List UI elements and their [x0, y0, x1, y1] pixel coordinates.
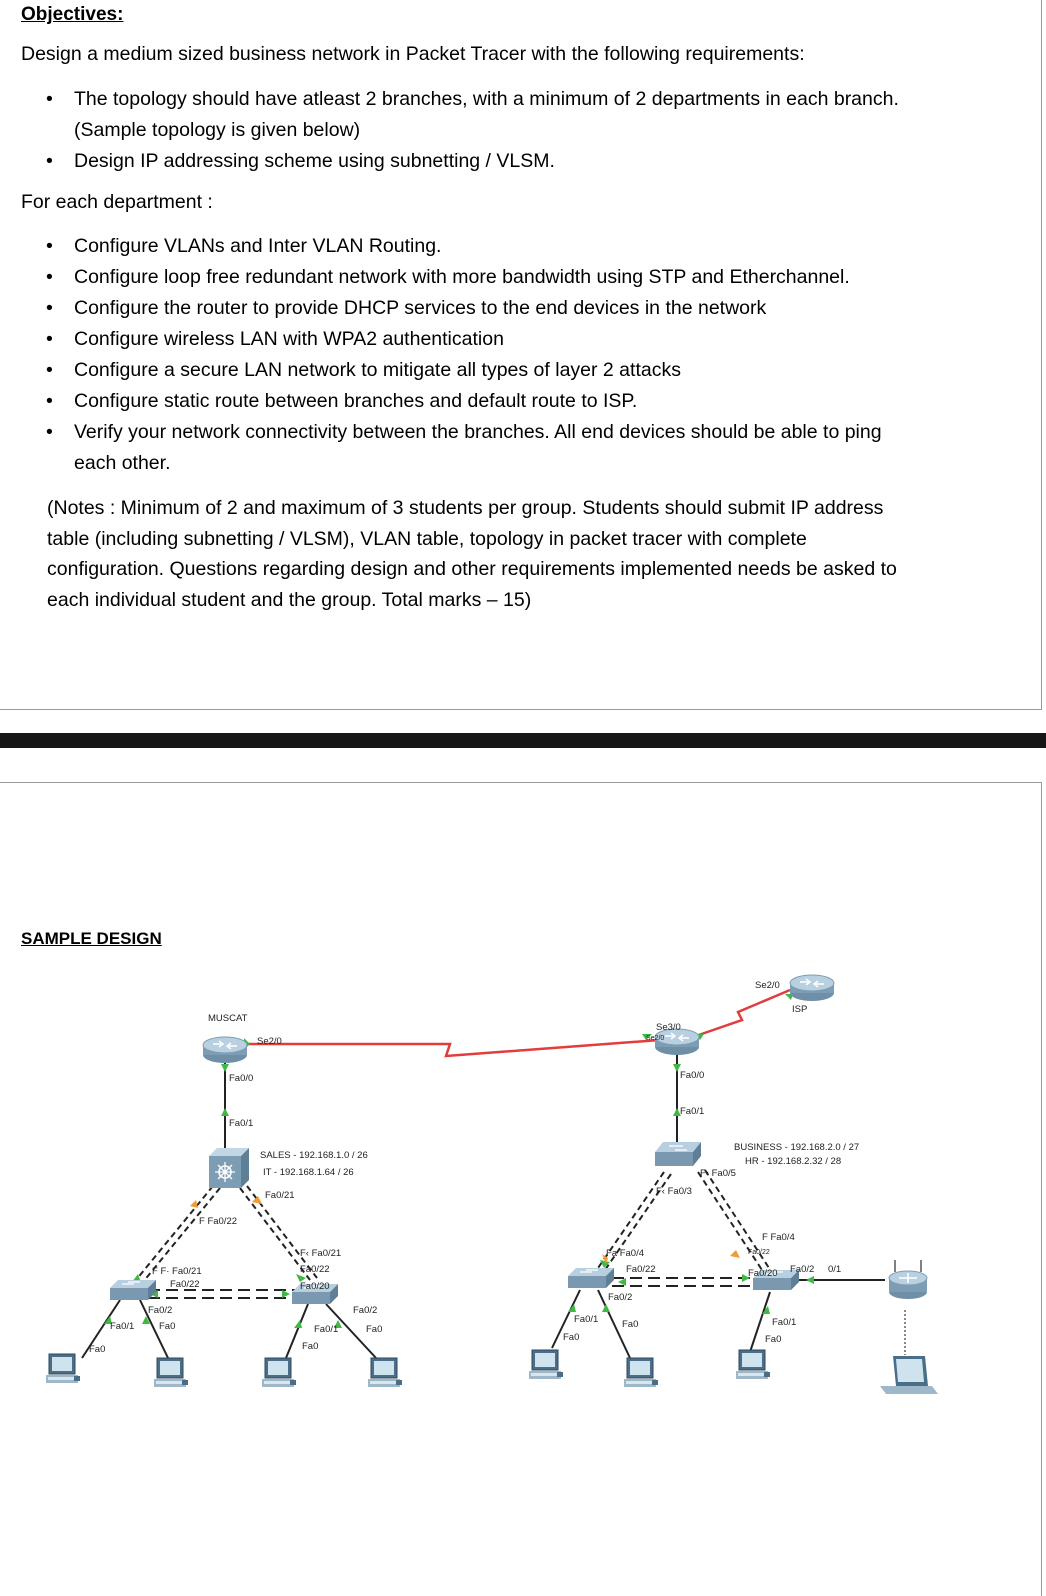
bullet-icon: •	[46, 359, 53, 381]
port-label: Fa0/0	[680, 1070, 705, 1081]
objectives-heading: Objectives:	[21, 4, 124, 25]
subnet-label-sales: SALES - 192.168.1.0 / 26	[260, 1150, 368, 1161]
port-label: Se2/0	[257, 1036, 282, 1047]
port-label: Fa0/1	[314, 1324, 339, 1335]
pc-icon	[46, 1354, 80, 1383]
bullet-icon: •	[46, 328, 53, 350]
port-label: F‹ Fa0/5	[700, 1168, 736, 1179]
port-label: Se2/0	[646, 1035, 665, 1042]
port-label: F‹ Fa0/21	[300, 1248, 342, 1259]
port-label: Fa0	[366, 1324, 383, 1335]
port-label: F‹ Fa0/3	[656, 1186, 692, 1197]
bullet-icon: •	[46, 421, 53, 443]
list-item	[0, 324, 929, 355]
notes-paragraph: (Notes : Minimum of 2 and maximum of 3 students per group. Students should submit IP address table (including subnetting / VLSM), VLAN table, topology in packet tracer with complete configuration. Questions regarding design and other requirements implemented needs be asked to each individual student and the group. Total marks – 15)	[47, 497, 897, 611]
network-topology-diagram	[0, 960, 1046, 1480]
port-label: Fa0/1	[772, 1317, 797, 1328]
router-isp-icon	[790, 975, 834, 1001]
pc-icon	[154, 1358, 188, 1387]
port-label: 0/1	[828, 1264, 842, 1275]
port-label: Fa0/20	[300, 1281, 330, 1292]
pc-icon	[262, 1358, 296, 1387]
port-label: F F· Fa0/21	[152, 1266, 202, 1277]
port-label: Fa0/22	[300, 1264, 330, 1275]
access-switch-icon	[110, 1280, 156, 1300]
list-item	[0, 293, 929, 324]
port-label: Fa0	[302, 1341, 319, 1352]
router-name-isp: ISP	[792, 1004, 808, 1015]
port-label: Fa0	[622, 1319, 639, 1330]
bullet-icon: •	[46, 150, 53, 172]
subnet-label-it: IT - 192.168.1.64 / 26	[263, 1167, 354, 1178]
task-text: Configure VLANs and Inter VLAN Routing.	[74, 235, 442, 257]
bullet-icon: •	[46, 266, 53, 288]
multilayer-switch-icon	[209, 1148, 249, 1188]
list-item	[0, 262, 929, 293]
requirement-text: Design IP addressing scheme using subnetting / VLSM.	[74, 150, 555, 172]
sample-design-title: SAMPLE DESIGN	[21, 929, 162, 948]
port-label: Fa0/0	[229, 1073, 254, 1084]
port-label: Fa0	[89, 1344, 106, 1355]
port-label: Se3/0	[656, 1022, 681, 1033]
port-label: Se2/0	[755, 980, 780, 991]
laptop-icon	[880, 1356, 938, 1394]
bullet-icon: •	[46, 88, 53, 110]
port-label: Fa0/21	[265, 1190, 295, 1201]
task-text: Configure a secure LAN network to mitigate all types of layer 2 attacks	[74, 359, 681, 381]
wan-link-muscat	[244, 1040, 660, 1056]
bullet-icon: •	[46, 235, 53, 257]
subnet-label-hr: HR - 192.168.2.32 / 28	[745, 1156, 842, 1167]
pc-icon	[624, 1358, 658, 1387]
task-text: Configure the router to provide DHCP services to the end devices in the network	[74, 297, 767, 319]
wireless-router-icon	[889, 1260, 927, 1299]
port-label: Fa0/1	[110, 1321, 135, 1332]
tasks-list	[0, 231, 929, 479]
port-label: Fa0	[159, 1321, 176, 1332]
port-label: Fa Fa0/4	[606, 1248, 645, 1259]
router-muscat-icon	[203, 1037, 247, 1063]
requirement-text: The topology should have atleast 2 branches, with a minimum of 2 departments in each branch. (Sample topology is given below)	[74, 88, 899, 141]
objectives-intro: Design a medium sized business network in Packet Tracer with the following requirements:	[21, 43, 805, 65]
section-divider	[0, 733, 1046, 748]
bullet-icon: •	[46, 297, 53, 319]
port-label: Fa0/1	[229, 1118, 254, 1129]
port-label: Fa0	[765, 1334, 782, 1345]
for-each-label: For each department :	[21, 191, 213, 213]
task-text: Configure static route between branches and default route to ISP.	[74, 390, 638, 412]
router-name-muscat: MUSCAT	[208, 1013, 248, 1024]
port-label: Fa0/2	[353, 1305, 378, 1316]
list-item	[0, 417, 929, 479]
task-text: Verify your network connectivity between the branches. All end devices should be able to ping each other.	[74, 421, 882, 474]
port-label: Fa0/2	[790, 1264, 815, 1275]
port-label: Fa0	[563, 1332, 580, 1343]
port-label: Fa0/1	[574, 1314, 599, 1325]
port-label: Fa0/20	[748, 1268, 778, 1279]
task-text: Configure wireless LAN with WPA2 authentication	[74, 328, 504, 350]
bullet-icon: •	[46, 390, 53, 412]
port-label: Fa0/1	[680, 1106, 705, 1117]
multilayer-switch-2-icon	[655, 1142, 701, 1166]
port-label: Fa0/2	[148, 1305, 173, 1316]
port-label: Fa0/22	[170, 1279, 200, 1290]
port-label: F Fa0/4	[762, 1232, 795, 1243]
subnet-label-business: BUSINESS - 192.168.2.0 / 27	[734, 1142, 860, 1153]
port-label: F Fa0/22	[199, 1216, 238, 1227]
pc-icon	[736, 1350, 770, 1379]
list-item	[0, 386, 929, 417]
pc-icon	[368, 1358, 402, 1387]
list-item	[0, 231, 929, 262]
pc-icon	[529, 1350, 563, 1379]
access-switch-icon	[568, 1268, 614, 1288]
wan-link-isp	[690, 990, 790, 1038]
list-item	[0, 355, 929, 386]
list-item	[0, 146, 929, 177]
port-label: Fa0/22	[748, 1249, 770, 1256]
list-item	[0, 84, 929, 146]
port-label: Fa0/22	[626, 1264, 656, 1275]
requirements-list	[0, 84, 929, 177]
port-label: Fa0/2	[608, 1292, 633, 1303]
task-text: Configure loop free redundant network with more bandwidth using STP and Etherchannel.	[74, 266, 850, 288]
